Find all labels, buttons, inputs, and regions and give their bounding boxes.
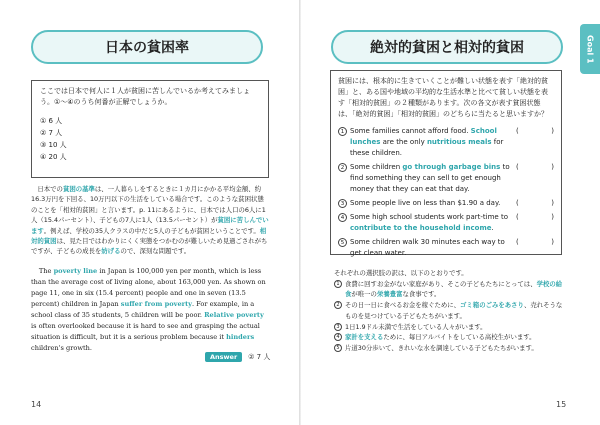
translation-item bbox=[334, 300, 566, 321]
statement-text: Some children walk 30 minutes each way to get clean water. bbox=[350, 238, 505, 257]
option-4: ④ 20 人 bbox=[40, 153, 67, 161]
stmt-highlight: nutritious meals bbox=[426, 138, 492, 146]
en-text: The bbox=[38, 267, 54, 275]
statement-text: Some people live on less than $1.90 a day. bbox=[350, 199, 501, 207]
paren-close: ) bbox=[551, 199, 554, 207]
circled-number: 2 bbox=[334, 301, 342, 309]
circled-number: 1 bbox=[334, 280, 342, 288]
book-spine bbox=[299, 0, 301, 425]
tr-text: が唯一の bbox=[351, 290, 377, 299]
stmt-text: Some children bbox=[350, 163, 403, 171]
translation-item bbox=[334, 279, 566, 300]
paren-open: ( bbox=[516, 238, 519, 246]
tr-highlight: 学校の給食 bbox=[345, 279, 563, 299]
jp-highlight: 貧困に苦しんでいます bbox=[31, 216, 269, 235]
japanese-paragraph bbox=[31, 184, 269, 257]
answer-blank[interactable] bbox=[510, 126, 554, 137]
tr-text: な食事です。 bbox=[402, 290, 441, 299]
en-highlight: Relative poverty bbox=[204, 311, 264, 319]
paren-open: ( bbox=[516, 163, 519, 171]
stmt-text: are the only bbox=[380, 138, 427, 146]
translations-section bbox=[334, 268, 566, 354]
stmt-text: Some families cannot afford food. bbox=[350, 127, 471, 135]
jp-highlight: 相対的貧困 bbox=[31, 226, 267, 246]
statement-item bbox=[338, 237, 554, 259]
statement-item bbox=[338, 212, 554, 234]
right-title-text: 絶対的貧困と相対的貧困 bbox=[370, 40, 524, 56]
answer-blank[interactable] bbox=[510, 237, 554, 248]
stmt-highlight: contribute to the household income bbox=[350, 224, 492, 232]
en-highlight: hinders bbox=[226, 333, 255, 341]
answer-blank[interactable] bbox=[510, 198, 554, 209]
circled-number: 4 bbox=[338, 213, 347, 222]
answer-blank[interactable] bbox=[510, 212, 554, 223]
translation-text bbox=[345, 300, 566, 321]
en-highlight: poverty line bbox=[53, 267, 98, 275]
statement-text bbox=[350, 212, 510, 234]
answer-badge: Answer bbox=[205, 352, 242, 362]
answer-value: ② 7 人 bbox=[248, 353, 271, 361]
paren-close: ) bbox=[551, 238, 554, 246]
right-question-text: 貧困には、根本的に生きていくことが難しい状態を表す「絶対的貧困」と、ある国や地域の平均的な生活水準と比べて貧しい状態を表す「相対的貧困」の２種類があります。次の各文が表す貧困状態は、「絶対的貧困」「相対的貧困」のどちらに当たると思いますか？ bbox=[338, 77, 548, 118]
en-text: is often overlooked because it is hard to see and grasping the actual situation is difficult, but it is a serious problem because it bbox=[31, 322, 260, 341]
right-question-box bbox=[330, 70, 562, 255]
circled-number: 5 bbox=[338, 238, 347, 247]
paren-open: ( bbox=[516, 199, 519, 207]
option-3: ③ 10 人 bbox=[40, 141, 67, 149]
left-question-text: ここでは日本で何人に１人が貧困に苦しんでいるか考えてみましょう。①〜④のうち何番が正解でしょうか。 bbox=[40, 87, 250, 106]
stmt-highlight: School lunches bbox=[350, 127, 497, 146]
paren-close: ) bbox=[551, 127, 554, 135]
translation-item bbox=[334, 332, 566, 343]
translation-text bbox=[345, 332, 536, 343]
paren-close: ) bbox=[551, 163, 554, 171]
circled-number: 3 bbox=[338, 199, 347, 208]
circled-number: 5 bbox=[334, 344, 342, 352]
tr-highlight: ゴミ箱のごみをあさり bbox=[460, 301, 524, 310]
en-text: in Japan is 100,000 yen per month, which is less than the average cost of living alone, about 163,000 yen. As shown on page 11, one in six (15.4 percent) people and one in seven (13.5 percent) children in Japan bbox=[31, 267, 266, 308]
stmt-text: Some high school students work part-time to bbox=[350, 213, 508, 221]
english-paragraph bbox=[31, 266, 269, 354]
option-1: ① 6 人 bbox=[40, 117, 63, 125]
stmt-text: to find something they can sell to get enough money that they can eat that day. bbox=[350, 163, 510, 193]
answer-blank[interactable] bbox=[510, 162, 554, 173]
statement-text bbox=[350, 162, 510, 195]
translation-text bbox=[345, 279, 566, 300]
left-question-box bbox=[31, 80, 269, 178]
statement-list bbox=[338, 126, 554, 259]
translation-item bbox=[334, 322, 566, 333]
left-page-title bbox=[31, 30, 263, 64]
tr-text: 、売れそうなものを見つけている子どもたちがいます。 bbox=[345, 301, 563, 320]
jp-highlight: 貧困の基準 bbox=[62, 185, 95, 193]
left-page-number: 14 bbox=[31, 400, 42, 409]
stmt-text: . bbox=[491, 224, 494, 232]
en-text: . For example, in a school class of 35 students, 5 children will be poor. bbox=[31, 300, 255, 319]
translation-item bbox=[334, 343, 566, 354]
goal-tab bbox=[580, 24, 600, 74]
stmt-highlight: go through garbage bins bbox=[402, 163, 501, 171]
translations-intro: それぞれの選択肢の訳は、以下のとおりです。 bbox=[334, 269, 468, 277]
tr-text: その日一日に食べるお金を稼ぐために、 bbox=[345, 301, 461, 310]
paren-close: ) bbox=[551, 213, 554, 221]
circled-number: 2 bbox=[338, 163, 347, 172]
statement-item bbox=[338, 126, 554, 159]
circled-number: 3 bbox=[334, 323, 342, 331]
jp-text: 日本での bbox=[37, 185, 63, 193]
tr-text: 食費に回すお金がない家庭があり、そこの子どもたちにとっては、 bbox=[345, 279, 537, 288]
statement-text bbox=[350, 126, 510, 159]
tr-highlight: 栄養豊富 bbox=[376, 290, 403, 299]
jp-highlight: 妨げる bbox=[101, 247, 121, 256]
answer-options bbox=[40, 116, 260, 164]
translation-text: 1日1.9ドル未満で生活をしている人々がいます。 bbox=[345, 322, 487, 331]
tr-text: ために、毎日アルバイトをしている高校生がいます。 bbox=[383, 333, 536, 342]
statement-item bbox=[338, 198, 554, 209]
goal-tab-label: Goal 1 bbox=[585, 34, 595, 64]
right-page-number: 15 bbox=[556, 400, 567, 409]
circled-number: 1 bbox=[338, 127, 347, 136]
left-title-text: 日本の貧困率 bbox=[105, 40, 189, 56]
right-page-title bbox=[331, 30, 563, 64]
jp-text: は、一人暮らしをするときに１カ月にかかる平均金額、約16.3万円を下回る、10万円以下の生活をしている場合です。このような貧困状態のことを「相対的貧困」と言います。p. 11にあるように、日本では人口の6人に1人（15.4パーセント）、子どもの7人に1人（13.5パーセント）が bbox=[31, 185, 266, 225]
paren-open: ( bbox=[516, 127, 519, 135]
circled-number: 4 bbox=[334, 333, 342, 341]
paren-open: ( bbox=[516, 213, 519, 221]
jp-text: ので、深刻な問題です。 bbox=[120, 247, 191, 256]
jp-text: 。例えば、学校の35人クラスの中だと5人の子どもが貧困ということです。 bbox=[43, 226, 260, 235]
en-text: children's growth. bbox=[31, 344, 92, 352]
answer-row bbox=[205, 352, 270, 362]
stmt-text: for these children. bbox=[350, 138, 504, 157]
tr-highlight: 家計を支える bbox=[345, 333, 384, 342]
jp-text: は、見た目ではわかりにくく実態をつかむのが難しいため見過ごされがちですが、子どもの成長を bbox=[31, 237, 268, 256]
translation-text: 片道30分歩いて、きれいな水を調達している子どもたちがいます。 bbox=[345, 343, 538, 352]
statement-item bbox=[338, 162, 554, 195]
en-highlight: suffer from poverty bbox=[120, 300, 192, 308]
option-2: ② 7 人 bbox=[40, 129, 63, 137]
